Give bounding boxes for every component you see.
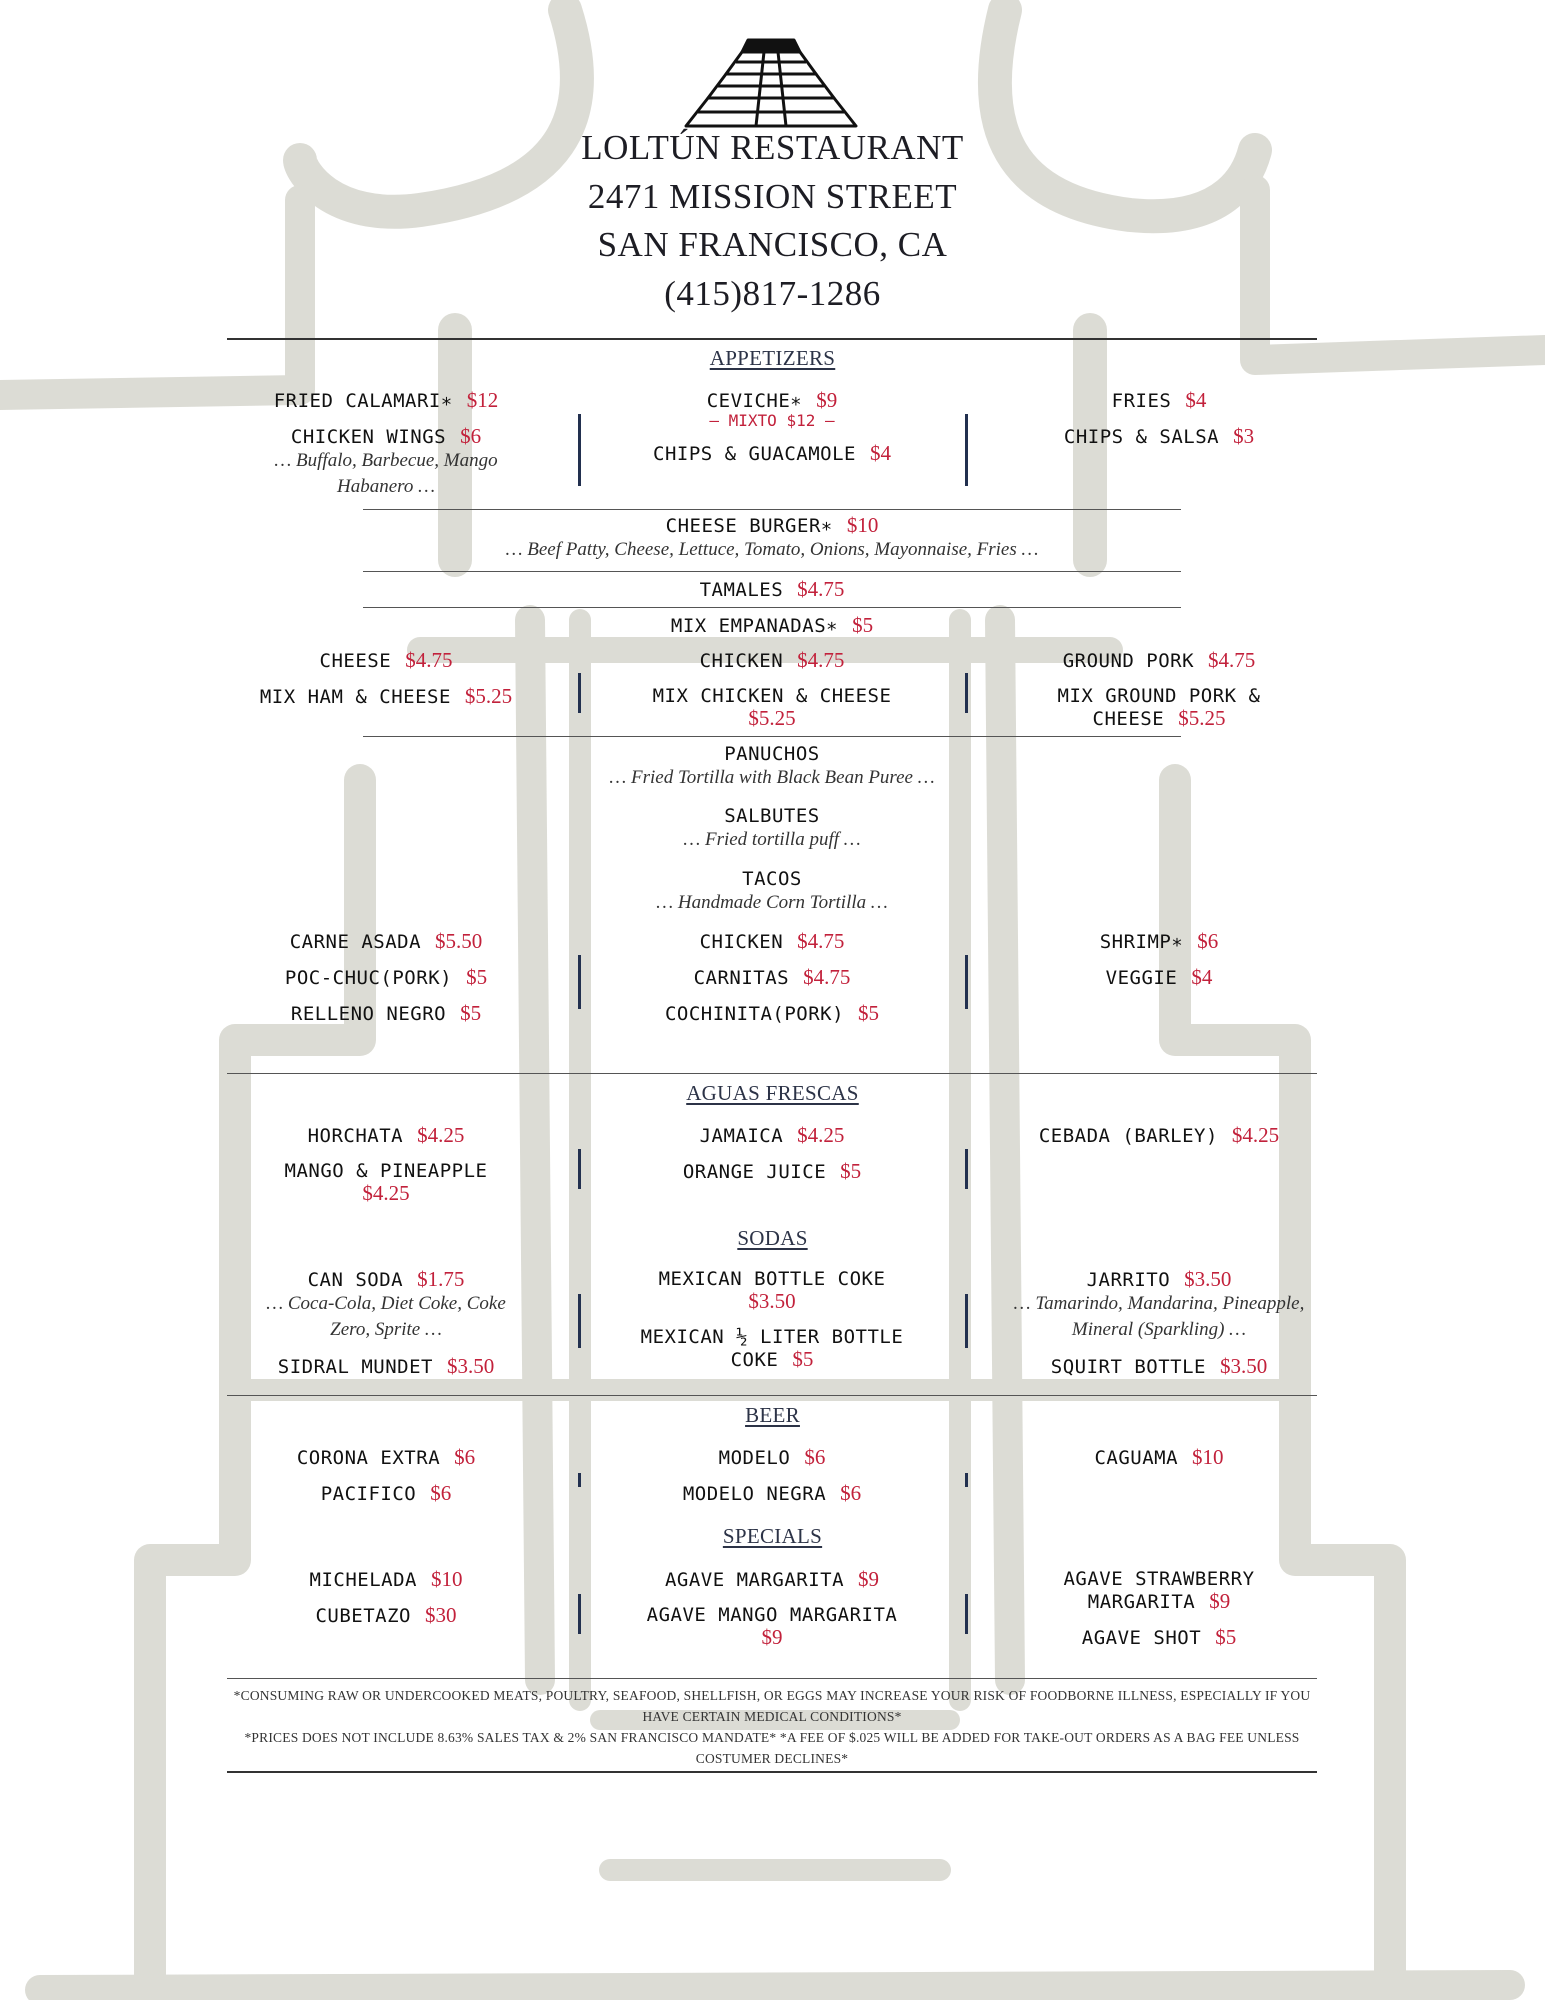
item-description: … Fried tortilla puff …	[683, 829, 861, 850]
menu-item-cebada	[1000, 1124, 1318, 1147]
item-price: $5.25	[1178, 706, 1226, 730]
menu-item-mexican-half-liter-coke	[582, 1326, 962, 1371]
street-address: 2471 MISSION STREET	[587, 177, 958, 216]
item-name: SQUIRT BOTTLE	[1050, 1356, 1206, 1378]
item-price: $4.25	[417, 1123, 465, 1147]
menu-item-agave-shot	[1000, 1626, 1318, 1649]
column-divider	[965, 1294, 968, 1348]
item-description: … Tamarindo, Mandarina, Pineapple, Mineral (Sparkling) …	[1013, 1293, 1305, 1340]
item-price: $6	[804, 1445, 826, 1469]
item-name: MODELO NEGRA	[682, 1483, 827, 1505]
item-name: AGAVE SHOT	[1081, 1627, 1202, 1649]
item-name: CHICKEN	[699, 650, 784, 672]
item-price: $5.25	[748, 706, 796, 730]
menu-item-mexican-bottle-coke	[582, 1268, 962, 1312]
item-price: $4.75	[797, 929, 845, 953]
menu-item-empanada-mix-ham	[227, 685, 545, 708]
divider	[363, 571, 1181, 572]
item-price: $5	[1215, 1625, 1237, 1649]
item-price: $6	[454, 1445, 476, 1469]
item-price: $6	[430, 1481, 452, 1505]
menu-item-veggie	[1000, 966, 1318, 989]
menu-item-sidral-mundet	[227, 1355, 545, 1378]
item-price: $1.75	[417, 1267, 465, 1291]
item-name: MIX CHICKEN & CHEESE	[652, 685, 892, 707]
item-name: VEGGIE	[1105, 967, 1178, 989]
item-description: … Fried Tortilla with Black Bean Puree …	[609, 767, 935, 788]
item-name: MODELO	[718, 1447, 791, 1469]
item-name: HORCHATA	[307, 1125, 404, 1147]
section-title-beer: BEER	[745, 1403, 800, 1427]
item-price: $4.75	[797, 648, 845, 672]
item-name: AGAVE MARGARITA	[664, 1569, 845, 1591]
divider	[227, 1395, 1317, 1396]
menu-item-caguama	[1000, 1446, 1318, 1469]
divider	[363, 509, 1181, 510]
menu-item-pacifico	[227, 1482, 545, 1505]
item-name: RELLENO NEGRO	[290, 1003, 447, 1025]
appetizers-right-column	[1000, 389, 1318, 448]
item-name: MIX HAM & CHEESE	[259, 686, 451, 708]
item-price: $3.50	[1184, 1267, 1232, 1291]
item-name: CEBADA (BARLEY)	[1038, 1125, 1218, 1147]
item-name: MEXICAN BOTTLE COKE	[658, 1268, 886, 1290]
item-name: FRIED CALAMARI∗	[273, 390, 453, 412]
item-price: $4	[1185, 388, 1207, 412]
specials-left-column	[227, 1568, 545, 1627]
item-description: … Beef Patty, Cheese, Lettuce, Tomato, Onions, Mayonnaise, Fries …	[505, 539, 1039, 560]
item-price: $9	[816, 388, 838, 412]
item-name: MIX GROUND PORK & CHEESE	[1057, 685, 1261, 730]
aguas-right-column	[1000, 1124, 1318, 1147]
item-price: $10	[846, 513, 879, 537]
item-name: TAMALES	[699, 579, 784, 601]
column-divider	[965, 414, 968, 486]
appetizers-middle-column	[582, 389, 962, 465]
item-name: SALBUTES	[724, 805, 820, 827]
column-divider	[578, 673, 581, 713]
item-price: $3.50	[748, 1289, 796, 1313]
item-price: $12	[466, 388, 499, 412]
menu-item-michelada	[227, 1568, 545, 1591]
item-price: $6	[1197, 929, 1219, 953]
specials-right-column	[1000, 1568, 1318, 1649]
item-price: $4.75	[797, 577, 845, 601]
item-price: $30	[425, 1603, 457, 1627]
phone-number[interactable]: (415)817-1286	[664, 274, 881, 313]
item-name: CAGUAMA	[1094, 1447, 1179, 1469]
item-name: JARRITO	[1086, 1269, 1171, 1291]
empanadas-middle-column	[582, 649, 962, 729]
menu-item-relleno-negro	[227, 1002, 545, 1025]
menu-item-tacos	[363, 868, 1181, 916]
item-price: $3.50	[446, 1354, 495, 1378]
empanadas-left-column	[227, 649, 545, 708]
divider	[363, 607, 1181, 608]
item-name: CORONA EXTRA	[296, 1447, 441, 1469]
item-name: CHIPS & SALSA	[1063, 426, 1220, 448]
item-name: CAN SODA	[307, 1269, 404, 1291]
sodas-left-column	[227, 1268, 545, 1378]
item-price: $4.25	[797, 1123, 845, 1147]
item-name: CHICKEN WINGS	[290, 426, 447, 448]
item-name: MIX EMPANADAS∗	[670, 615, 839, 637]
menu-item-jamaica	[582, 1124, 962, 1147]
item-price: $10	[430, 1567, 463, 1591]
menu-item-mango-pineapple	[227, 1160, 545, 1204]
item-name: CHICKEN	[699, 931, 784, 953]
menu-item-carne-asada	[227, 930, 545, 953]
menu-item-chips-guacamole	[582, 442, 962, 465]
item-price: $5	[792, 1347, 814, 1371]
item-price: $5	[460, 1001, 482, 1025]
item-name: JAMAICA	[699, 1125, 784, 1147]
empanadas-right-column	[1000, 649, 1318, 730]
item-name: GROUND PORK	[1062, 650, 1195, 672]
item-price: $5	[852, 613, 874, 637]
section-title-aguas-frescas: AGUAS FRESCAS	[686, 1081, 859, 1105]
menu-item-horchata	[227, 1124, 545, 1147]
item-name: PACIFICO	[320, 1483, 417, 1505]
appetizers-left-column	[227, 389, 545, 500]
section-title-appetizers: APPETIZERS	[709, 346, 836, 370]
pyramid-logo-icon	[676, 34, 866, 130]
item-name: CHEESE BURGER∗	[665, 515, 833, 537]
item-price: $9	[858, 1567, 880, 1591]
item-price: $5.50	[435, 929, 483, 953]
menu-item-empanada-ground-pork	[1000, 649, 1318, 672]
menu-item-shrimp	[1000, 930, 1318, 953]
item-price: $4.75	[405, 648, 453, 672]
menu-item-cubetazo	[227, 1604, 545, 1627]
menu-item-orange-juice	[582, 1160, 962, 1183]
menu-item-cheese-burger	[363, 514, 1181, 563]
item-name: AGAVE MANGO MARGARITA	[646, 1604, 898, 1626]
item-description: … Coca-Cola, Diet Coke, Coke Zero, Sprite …	[266, 1293, 506, 1340]
item-name: CEVICHE∗	[706, 390, 803, 412]
menu-item-chicken-wings	[227, 425, 545, 448]
menu-item-chips-salsa	[1000, 425, 1318, 448]
item-price: $6	[460, 424, 482, 448]
column-divider	[965, 673, 968, 713]
item-price: $4.75	[1208, 648, 1256, 672]
column-divider	[965, 1149, 968, 1189]
menu-item-panuchos	[363, 743, 1181, 791]
item-price: $9	[1209, 1589, 1231, 1613]
item-price: $9	[761, 1625, 783, 1649]
sodas-middle-column	[582, 1268, 962, 1371]
item-price: $3.50	[1219, 1354, 1268, 1378]
item-price: $6	[840, 1481, 862, 1505]
column-divider	[965, 955, 968, 1009]
aguas-left-column	[227, 1124, 545, 1204]
item-description: … Buffalo, Barbecue, Mango Habanero …	[274, 450, 498, 497]
item-price: $5	[858, 1001, 880, 1025]
section-title-specials: SPECIALS	[722, 1524, 823, 1548]
tacos-left-column	[227, 930, 545, 1025]
menu-item-modelo	[582, 1446, 962, 1469]
column-divider	[578, 1149, 581, 1189]
food-safety-notice: *CONSUMING RAW OR UNDERCOOKED MEATS, POULTRY, SEAFOOD, SHELLFISH, OR EGGS MAY INCREASE YOUR RISK OF FOODBORNE ILLNESS, ESPECIALLY IF YOU HAVE CERTAIN MEDICAL CONDITIONS*	[233, 1688, 1311, 1724]
menu-item-mix-empanadas	[363, 614, 1181, 637]
tacos-middle-column	[582, 930, 962, 1025]
item-price: $3	[1233, 424, 1255, 448]
menu-item-agave-strawberry-margarita	[1000, 1568, 1318, 1613]
menu-item-agave-margarita	[582, 1568, 962, 1591]
divider	[227, 1073, 1317, 1074]
menu-item-agave-mango-margarita	[582, 1604, 962, 1648]
tax-fee-notice: *PRICES DOES NOT INCLUDE 8.63% SALES TAX & 2% SAN FRANCISCO MANDATE* *A FEE OF $.025 WILL BE ADDED FOR TAKE-OUT ORDERS AS A BAG FEE UNLESS COSTUMER DECLINES*	[244, 1730, 1300, 1766]
menu-item-fries	[1000, 389, 1318, 412]
item-name: PANUCHOS	[724, 743, 820, 765]
column-divider	[965, 1594, 968, 1634]
item-price: $10	[1192, 1445, 1224, 1469]
beer-middle-column	[582, 1446, 962, 1505]
item-name: AGAVE STRAWBERRY MARGARITA	[1063, 1568, 1255, 1613]
menu-item-empanada-mix-ground-pork	[1000, 685, 1318, 730]
item-price: $5.25	[464, 684, 513, 708]
divider	[363, 736, 1181, 737]
column-divider	[578, 1473, 581, 1487]
menu-item-cochinita	[582, 1002, 962, 1025]
specials-middle-column	[582, 1568, 962, 1648]
item-name: MICHELADA	[309, 1569, 417, 1591]
sodas-right-column	[1000, 1268, 1318, 1378]
menu-item-modelo-negra	[582, 1482, 962, 1505]
column-divider	[578, 955, 581, 1009]
item-name: ORANGE JUICE	[682, 1161, 827, 1183]
menu-item-ceviche	[582, 389, 962, 412]
item-name: CARNITAS	[693, 967, 790, 989]
divider	[227, 1771, 1317, 1773]
item-price: $5	[466, 965, 488, 989]
menu-item-fried-calamari	[227, 389, 545, 412]
item-name: CARNE ASADA	[289, 931, 422, 953]
item-description: … Handmade Corn Tortilla …	[656, 892, 888, 913]
divider	[227, 1678, 1317, 1679]
item-name: MANGO & PINEAPPLE	[284, 1160, 488, 1182]
menu-item-carnitas	[582, 966, 962, 989]
column-divider	[578, 414, 581, 486]
menu-item-can-soda	[227, 1268, 545, 1291]
item-name: COCHINITA(PORK)	[664, 1003, 845, 1025]
city: SAN FRANCISCO, CA	[597, 225, 948, 264]
item-price: $4	[1191, 965, 1213, 989]
beer-right-column	[1000, 1446, 1318, 1469]
item-price: $4.75	[803, 965, 851, 989]
column-divider	[965, 1473, 968, 1487]
menu-item-squirt-bottle	[1000, 1355, 1318, 1378]
item-name: CUBETAZO	[315, 1605, 411, 1627]
item-name: POC-CHUC(PORK)	[284, 967, 453, 989]
ceviche-mixto-option: — MIXTO $12 —	[709, 411, 835, 430]
item-name: FRIES	[1111, 390, 1172, 412]
menu-item-corona-extra	[227, 1446, 545, 1469]
column-divider	[578, 1294, 581, 1348]
item-name: MEXICAN ½ LITER BOTTLE COKE	[640, 1326, 904, 1371]
menu-item-empanada-cheese	[227, 649, 545, 672]
tacos-right-column	[1000, 930, 1318, 989]
menu-item-poc-chuc	[227, 966, 545, 989]
menu-item-salbutes	[363, 805, 1181, 853]
item-price: $4.25	[1231, 1123, 1280, 1147]
section-title-sodas: SODAS	[737, 1226, 808, 1250]
beer-left-column	[227, 1446, 545, 1505]
item-price: $5	[840, 1159, 862, 1183]
restaurant-name: LOLTÚN RESTAURANT	[581, 128, 964, 167]
column-divider	[578, 1594, 581, 1634]
item-name: TACOS	[742, 868, 802, 890]
item-name: SHRIMP∗	[1099, 931, 1184, 953]
item-name: CHIPS & GUACAMOLE	[653, 443, 856, 465]
menu-item-empanada-chicken	[582, 649, 962, 672]
menu-item-jarrito	[1000, 1268, 1318, 1291]
item-price: $4	[869, 441, 891, 465]
item-price: $4.25	[362, 1181, 410, 1205]
aguas-middle-column	[582, 1124, 962, 1183]
divider	[227, 338, 1317, 340]
item-name: CHEESE	[319, 650, 392, 672]
menu-item-taco-chicken	[582, 930, 962, 953]
item-name: SIDRAL MUNDET	[277, 1356, 433, 1378]
menu-item-empanada-mix-chicken	[582, 685, 962, 729]
menu-item-tamales	[363, 578, 1181, 601]
